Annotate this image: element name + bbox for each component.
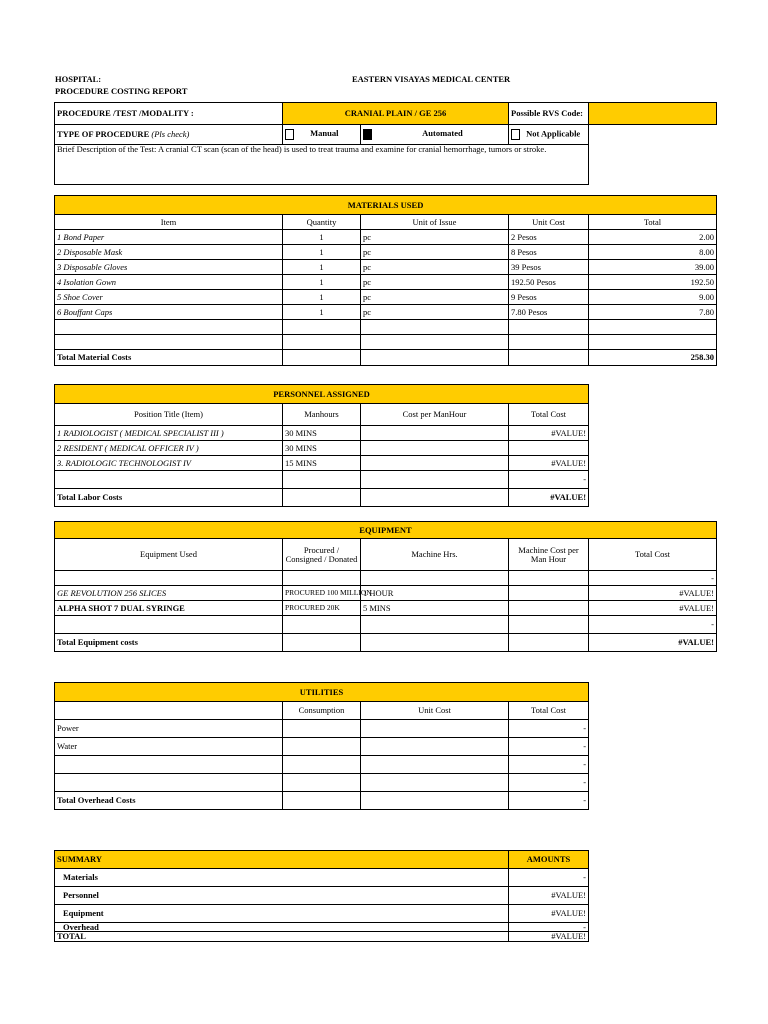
table-row (55, 320, 717, 335)
materials-total-value: 258.30 (589, 350, 717, 366)
checkbox-automated[interactable] (363, 129, 372, 140)
material-item: 3 Disposable Gloves (55, 260, 283, 275)
utility-name: Water (55, 738, 283, 756)
utility-total: - (509, 774, 589, 792)
utility-name: Power (55, 720, 283, 738)
equipment-total: #VALUE! (589, 586, 717, 601)
summary-item: Personnel (55, 887, 509, 905)
material-unit: pc (361, 290, 509, 305)
equipment-col-hours: Machine Hrs. (361, 539, 509, 571)
material-item (55, 335, 283, 350)
equipment-col-used: Equipment Used (55, 539, 283, 571)
checkbox-not-applicable[interactable] (511, 129, 520, 140)
checkbox-manual[interactable] (285, 129, 294, 140)
personnel-cost (361, 471, 509, 489)
material-unit-cost (509, 320, 589, 335)
table-row (55, 245, 717, 260)
personnel-position: 3. RADIOLOGIC TECHNOLOGIST IV (55, 456, 283, 471)
material-unit: pc (361, 230, 509, 245)
summary-title: SUMMARY (55, 851, 509, 869)
equipment-title: EQUIPMENT (55, 522, 717, 539)
personnel-cost (361, 426, 509, 441)
personnel-total-label: Total Labor Costs (55, 489, 283, 507)
option-automated-label: Automated (422, 128, 463, 139)
utilities-col-consumption: Consumption (283, 702, 361, 720)
option-not-applicable-label: Not Applicable (526, 128, 581, 139)
equipment-procured: PROCURED 100 MILLION (283, 586, 361, 601)
option-automated[interactable] (361, 125, 509, 145)
materials-col-unit-cost: Unit Cost (509, 215, 589, 230)
equipment-hours (361, 616, 509, 634)
empty-cell (361, 792, 509, 810)
material-unit-cost: 2 Pesos (509, 230, 589, 245)
procedure-type-hint: (Pls check) (151, 129, 190, 140)
table-row (55, 471, 589, 489)
equipment-total-label: Total Equipment costs (55, 634, 283, 652)
rvs-code-label: Possible RVS Code: (509, 103, 589, 125)
utilities-col-unit-cost: Unit Cost (361, 702, 509, 720)
material-item (55, 320, 283, 335)
personnel-title: PERSONNEL ASSIGNED (55, 385, 589, 404)
material-quantity: 1 (283, 290, 361, 305)
material-total: 8.00 (589, 245, 717, 260)
table-row (55, 335, 717, 350)
utility-name (55, 774, 283, 792)
equipment-procured: PROCURED 20K (283, 601, 361, 616)
equipment-machine-cost (509, 616, 589, 634)
personnel-col-position: Position Title (Item) (55, 404, 283, 426)
material-unit-cost: 192.50 Pesos (509, 275, 589, 290)
personnel-manhours: 15 MINS (283, 456, 361, 471)
table-row (55, 275, 717, 290)
summary-amount: - (509, 923, 589, 932)
personnel-position: 2 RESIDENT ( MEDICAL OFFICER IV ) (55, 441, 283, 456)
material-unit: pc (361, 275, 509, 290)
equipment-total: - (589, 571, 717, 586)
material-unit: pc (361, 245, 509, 260)
table-row (55, 720, 589, 738)
equipment-col-machine-cost: Machine Cost per Man Hour (509, 539, 589, 571)
material-item: 5 Shoe Cover (55, 290, 283, 305)
table-row (55, 738, 589, 756)
materials-col-item: Item (55, 215, 283, 230)
table-row (55, 905, 589, 923)
material-unit-cost: 9 Pesos (509, 290, 589, 305)
summary-item: Overhead (55, 923, 509, 932)
material-quantity: 1 (283, 305, 361, 320)
personnel-position: 1 RADIOLOGIST ( MEDICAL SPECIALIST III ) (55, 426, 283, 441)
utilities-total-label: Total Overhead Costs (55, 792, 283, 810)
material-item: 1 Bond Paper (55, 230, 283, 245)
material-total: 39.00 (589, 260, 717, 275)
personnel-manhours: 30 MINS (283, 441, 361, 456)
utility-consumption (283, 756, 361, 774)
empty-cell (361, 489, 509, 507)
personnel-total: #VALUE! (509, 426, 589, 441)
material-quantity (283, 335, 361, 350)
personnel-cost (361, 456, 509, 471)
material-item: 2 Disposable Mask (55, 245, 283, 260)
material-unit (361, 320, 509, 335)
procedure-description: Brief Description of the Test: A cranial CT scan (scan of the head) is used to treat trauma and examine for cranial hemorrhage, tumors or stroke. (55, 145, 589, 185)
rvs-code-value[interactable] (589, 103, 717, 125)
utility-unit-cost (361, 738, 509, 756)
summary-item: Equipment (55, 905, 509, 923)
material-unit-cost: 8 Pesos (509, 245, 589, 260)
summary-table (54, 850, 589, 942)
utility-consumption (283, 774, 361, 792)
equipment-machine-cost (509, 586, 589, 601)
report-title: PROCEDURE COSTING REPORT (55, 86, 188, 96)
procedure-table (54, 102, 717, 125)
material-unit (361, 335, 509, 350)
table-row (55, 230, 717, 245)
hospital-label: HOSPITAL: (55, 74, 102, 84)
personnel-position (55, 471, 283, 489)
utility-consumption (283, 720, 361, 738)
empty-cell (509, 350, 589, 366)
personnel-col-cost: Cost per ManHour (361, 404, 509, 426)
equipment-hours: 1 HOUR (361, 586, 509, 601)
table-row (55, 923, 589, 932)
personnel-total: #VALUE! (509, 456, 589, 471)
equipment-name: ALPHA SHOT 7 DUAL SYRINGE (55, 601, 283, 616)
utilities-title: UTILITIES (55, 683, 589, 702)
material-unit: pc (361, 260, 509, 275)
summary-amounts-label: AMOUNTS (509, 851, 589, 869)
hospital-name: EASTERN VISAYAS MEDICAL CENTER (352, 74, 511, 84)
procedure-type-label: TYPE OF PROCEDURE (57, 129, 150, 140)
materials-total-label: Total Material Costs (55, 350, 283, 366)
table-row (55, 571, 717, 586)
personnel-manhours: 30 MINS (283, 426, 361, 441)
equipment-name (55, 571, 283, 586)
material-quantity (283, 320, 361, 335)
materials-table (54, 195, 717, 366)
material-total: 9.00 (589, 290, 717, 305)
table-row (55, 305, 717, 320)
material-unit-cost (509, 335, 589, 350)
utility-total: - (509, 756, 589, 774)
material-quantity: 1 (283, 260, 361, 275)
equipment-hours (361, 571, 509, 586)
equipment-machine-cost (509, 601, 589, 616)
personnel-table (54, 384, 589, 507)
option-not-applicable[interactable] (509, 125, 589, 145)
material-total: 2.00 (589, 230, 717, 245)
table-row (55, 426, 589, 441)
table-row (55, 756, 589, 774)
equipment-procured (283, 616, 361, 634)
personnel-col-manhours: Manhours (283, 404, 361, 426)
personnel-manhours (283, 471, 361, 489)
empty-cell (509, 634, 589, 652)
material-total: 7.80 (589, 305, 717, 320)
materials-col-total: Total (589, 215, 717, 230)
table-row (55, 601, 717, 616)
utilities-col-item (55, 702, 283, 720)
material-unit-cost: 7.80 Pesos (509, 305, 589, 320)
equipment-hours: 5 MINS (361, 601, 509, 616)
empty-cell (283, 350, 361, 366)
materials-title: MATERIALS USED (55, 196, 717, 215)
table-row (55, 586, 717, 601)
materials-col-quantity: Quantity (283, 215, 361, 230)
utilities-col-total: Total Cost (509, 702, 589, 720)
table-row (55, 869, 589, 887)
material-quantity: 1 (283, 230, 361, 245)
equipment-name (55, 616, 283, 634)
personnel-total: - (509, 471, 589, 489)
utility-unit-cost (361, 774, 509, 792)
personnel-col-total: Total Cost (509, 404, 589, 426)
material-quantity: 1 (283, 275, 361, 290)
procedure-label: PROCEDURE /TEST /MODALITY : (55, 103, 283, 125)
table-row (55, 456, 589, 471)
summary-item: Materials (55, 869, 509, 887)
material-unit: pc (361, 305, 509, 320)
table-row (55, 441, 589, 456)
summary-total-value: #VALUE! (509, 932, 589, 942)
equipment-total: - (589, 616, 717, 634)
utilities-total-value: - (509, 792, 589, 810)
summary-amount: #VALUE! (509, 887, 589, 905)
empty-cell (361, 350, 509, 366)
summary-amount: - (509, 869, 589, 887)
empty-cell (283, 792, 361, 810)
personnel-total-value: #VALUE! (509, 489, 589, 507)
material-quantity: 1 (283, 245, 361, 260)
procedure-type-label-cell (55, 125, 283, 145)
utility-unit-cost (361, 756, 509, 774)
procedure-type-table (54, 124, 589, 185)
material-total (589, 320, 717, 335)
option-manual-label: Manual (310, 128, 339, 139)
empty-cell (283, 634, 361, 652)
equipment-table (54, 521, 717, 652)
material-unit-cost: 39 Pesos (509, 260, 589, 275)
table-row (55, 260, 717, 275)
procedure-value: CRANIAL PLAIN / GE 256 (283, 103, 509, 125)
summary-total-label: TOTAL (55, 932, 509, 942)
equipment-total: #VALUE! (589, 601, 717, 616)
utility-consumption (283, 738, 361, 756)
option-manual[interactable] (283, 125, 361, 145)
utility-total: - (509, 720, 589, 738)
material-item: 4 Isolation Gown (55, 275, 283, 290)
equipment-col-total: Total Cost (589, 539, 717, 571)
equipment-name: GE REVOLUTION 256 SLICES (55, 586, 283, 601)
empty-cell (361, 634, 509, 652)
equipment-total-value: #VALUE! (589, 634, 717, 652)
personnel-cost (361, 441, 509, 456)
personnel-total (509, 441, 589, 456)
table-row (55, 774, 589, 792)
empty-cell (283, 489, 361, 507)
material-item: 6 Bouffant Caps (55, 305, 283, 320)
utility-name (55, 756, 283, 774)
equipment-machine-cost (509, 571, 589, 586)
equipment-procured (283, 571, 361, 586)
table-row (55, 290, 717, 305)
equipment-col-procured: Procured / Consigned / Donated (283, 539, 361, 571)
utility-total: - (509, 738, 589, 756)
utilities-table (54, 682, 589, 810)
materials-col-unit: Unit of Issue (361, 215, 509, 230)
utility-unit-cost (361, 720, 509, 738)
table-row (55, 887, 589, 905)
summary-amount: #VALUE! (509, 905, 589, 923)
table-row (55, 616, 717, 634)
material-total: 192.50 (589, 275, 717, 290)
material-total (589, 335, 717, 350)
